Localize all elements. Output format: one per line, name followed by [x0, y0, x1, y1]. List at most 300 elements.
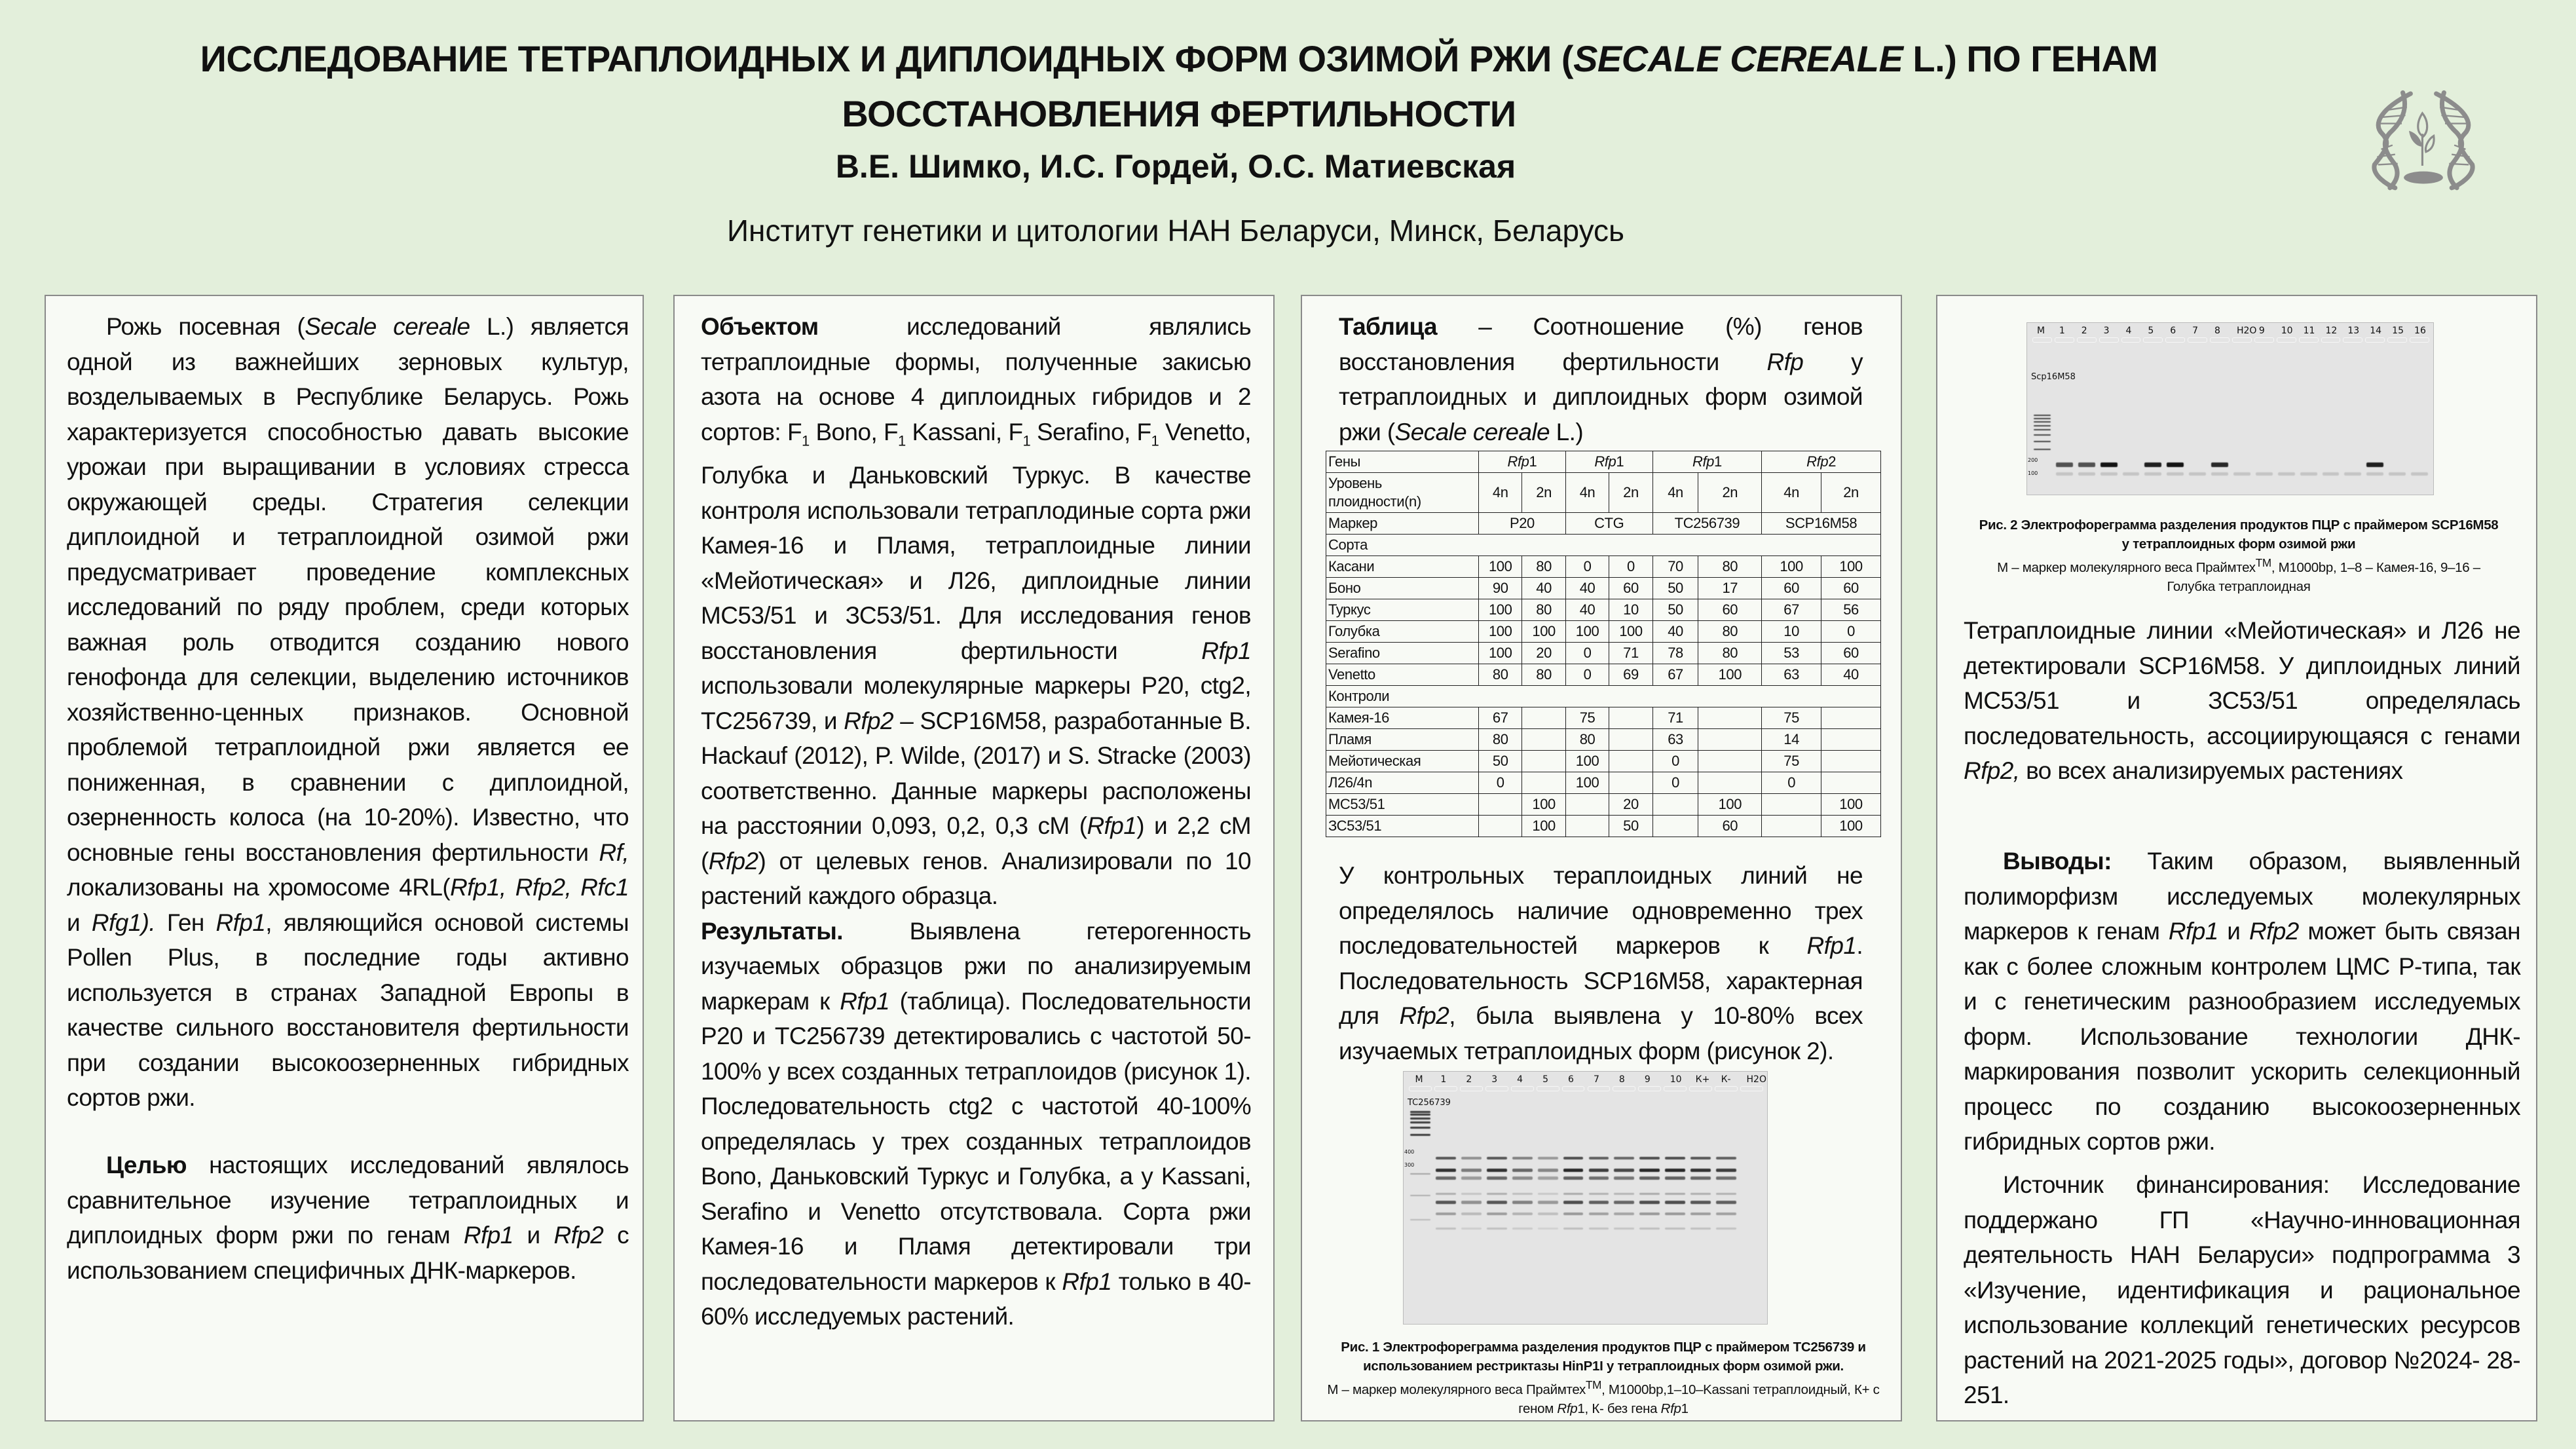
table-cell: 0 [1821, 621, 1881, 643]
gel-lane-label: H2O [2236, 326, 2257, 336]
table-cell [1698, 772, 1762, 794]
gel-band [1461, 1201, 1482, 1204]
gel-band [2144, 462, 2161, 467]
text-run: 1 [1151, 432, 1159, 449]
gel-band [1614, 1201, 1634, 1204]
table-cell: 4n [1762, 473, 1821, 513]
gel-band [2211, 472, 2228, 476]
text-run: , была выявлена у 10-80% всех изучаемых тетраплоидных форм (рисунок 2). [1339, 1002, 1863, 1064]
table-cell: 0 [1652, 772, 1698, 794]
table-cell: 71 [1609, 643, 1652, 664]
gel-band [1461, 1213, 1482, 1215]
gel-well [2321, 337, 2341, 343]
gel-well [1740, 1086, 1763, 1091]
gel-band [1716, 1201, 1736, 1204]
gel-band [1538, 1228, 1558, 1230]
gel-band [1614, 1157, 1634, 1159]
gel-band [1690, 1176, 1711, 1180]
gel-band [2144, 472, 2161, 476]
table-cell: 20 [1609, 794, 1652, 816]
table-cell: 56 [1821, 599, 1881, 621]
table-cell: 100 [1698, 794, 1762, 816]
table-cell [1821, 729, 1881, 751]
gel-band [2034, 434, 2051, 436]
table-cell: 60 [1698, 816, 1762, 837]
text-run: ) от целевых генов. Анализировали по 10 растений каждого образца. [701, 847, 1251, 910]
table-cell: 0 [1565, 556, 1609, 578]
gel-band [1563, 1201, 1584, 1204]
text-run: настоящих исследований являлось сравнительное изучение тетраплоидных и диплоидных форм ржи по генам [67, 1152, 629, 1249]
text-run: L.) является одной из важнейших зерновых культур, возделываемых в Республике Беларусь. Рожь характеризуется способностью давать высокие урожаи при выращивании в условиях стресса окружающей среды. Стратегия селекции диплоидной и тетраплоидной озимой ржи предусматривает проведение комплексных исследований по ряду проблем, среди которых важная роль отводится созданию нового генофонда для селекции, выделению источников хозяйственно-ценных признаков. Основной проблемой тетраплоидной ржи является ее пониженная, в сравнении с диплоидной, озерненность колоса (на 10-20%). Известно, что основные гены восстановления фертильности [67, 313, 629, 866]
gel-well [2210, 337, 2230, 343]
table-cell: CTG [1565, 513, 1652, 535]
table-cell: ЗС53/51 [1326, 816, 1479, 837]
gel-band [1589, 1228, 1609, 1230]
table-cell [1522, 707, 1565, 729]
table-cell: 100 [1821, 794, 1881, 816]
gel-band [1487, 1228, 1507, 1230]
table-cell: 60 [1762, 578, 1821, 599]
table-cell: 80 [1522, 599, 1565, 621]
text-run: только в 40-60% исследуемых растений. [701, 1268, 1251, 1330]
gel-band [1538, 1176, 1558, 1180]
text-run: во всех анализируемых растениях [2019, 757, 2403, 784]
gel-well [1664, 1086, 1687, 1091]
gel-well [1485, 1086, 1508, 1091]
table-cell: 80 [1522, 556, 1565, 578]
table-cell [1479, 816, 1522, 837]
gel-well [1715, 1086, 1738, 1091]
gel-band [1487, 1176, 1507, 1180]
gel-band [1487, 1157, 1507, 1159]
table-cell: Сорта [1326, 535, 1881, 556]
table-cell [1821, 772, 1881, 794]
table-cell [1652, 794, 1698, 816]
table-cell: 2n [1522, 473, 1565, 513]
text-run: Kassani, F [905, 418, 1023, 445]
gel-lane-label: 3 [1491, 1074, 1498, 1085]
text-run: Rfp1 [840, 987, 890, 1015]
gel-band [2078, 462, 2095, 467]
table-row [1326, 451, 1881, 473]
gel-band [1512, 1213, 1533, 1215]
gel-lane-label: 8 [1618, 1074, 1625, 1085]
gel-lane-label: 8 [2214, 326, 2220, 336]
table-cell: 80 [1565, 729, 1609, 751]
gel-lane-label: 2 [2081, 326, 2087, 336]
gel-band [1589, 1193, 1609, 1195]
text-run: может быть связан как с более сложным контролем ЦМС Р-типа, так и с генетическим разнообразием исследуемых форм. Использование технологии ДНК-маркирования позволит ускорить селекционный процесс по созданию высокоозерненных гибридных сортов ржи. [1964, 918, 2520, 1155]
gel-band [1639, 1228, 1660, 1230]
text-run: ) и 2,2 сМ ( [701, 812, 1251, 875]
gel-lane-label: 11 [2303, 326, 2315, 336]
table-cell: 4n [1652, 473, 1698, 513]
text-run: Rfp1 [1806, 932, 1857, 959]
gel-band [1461, 1228, 1482, 1230]
table-row [1326, 578, 1881, 599]
table-cell: 67 [1479, 707, 1522, 729]
text-run: Выводы: [2003, 848, 2112, 875]
gel-lane-label: 6 [1568, 1074, 1574, 1085]
table-cell: 75 [1565, 707, 1609, 729]
gel-well [2143, 337, 2163, 343]
table-cell: 100 [1821, 556, 1881, 578]
table-cell: Боно [1326, 578, 1479, 599]
table-cell: Голубка [1326, 621, 1479, 643]
table-cell: 0 [1479, 772, 1522, 794]
gel-band [1665, 1213, 1685, 1215]
table-cell: SCP16M58 [1762, 513, 1881, 535]
table-cell: 80 [1698, 643, 1762, 664]
text-run: , M1000bp, 1–8 – Камея-16, 9–16 – Голубка тетраплоидная [2167, 559, 2480, 594]
gel-band [1690, 1213, 1711, 1215]
gel-lane-label: К+ [1695, 1074, 1710, 1085]
gel-well [2299, 337, 2319, 343]
table-cell: P20 [1479, 513, 1566, 535]
gel-band [1538, 1169, 1558, 1172]
gel-band [1410, 1219, 1430, 1220]
table-cell [1698, 707, 1762, 729]
gel-band [2323, 472, 2340, 476]
gel-well [1638, 1086, 1661, 1091]
table-cell: 100 [1565, 751, 1609, 772]
gel-band [2034, 441, 2051, 442]
gel-band [1639, 1169, 1660, 1172]
table-cell: 2n [1821, 473, 1881, 513]
gel-band [1614, 1169, 1634, 1172]
gel-band [1538, 1213, 1558, 1215]
gel-band [1665, 1193, 1685, 1195]
table-row [1326, 751, 1881, 772]
table-cell: 63 [1652, 729, 1698, 751]
table-cell: 60 [1821, 643, 1881, 664]
gel-band [1614, 1176, 1634, 1180]
gel-band [1614, 1228, 1634, 1230]
table-cell [1609, 729, 1652, 751]
table-cell: Л26/4n [1326, 772, 1479, 794]
table-cell [1565, 794, 1609, 816]
gel-band [1512, 1157, 1533, 1159]
text-run: TM [2255, 557, 2271, 569]
gel-band [1512, 1176, 1533, 1180]
text-run: – Соотношение (%) генов восстановления фертильности [1339, 313, 1863, 375]
text-run: , M1000bp,1–10–Kassani тетраплоидный, К+ с геном [1518, 1382, 1880, 1416]
gel-band [1690, 1169, 1711, 1172]
gel-well [1562, 1086, 1585, 1091]
gel-band [2256, 472, 2273, 476]
object-text [701, 309, 1251, 914]
gel-band [1461, 1169, 1482, 1172]
goal-text [67, 1148, 629, 1288]
text-run: Rfp1 [2168, 918, 2218, 945]
gel-band [1436, 1228, 1456, 1230]
gel-band [2366, 462, 2383, 467]
gel-lane-label: 1 [1440, 1074, 1447, 1085]
gel-band [1436, 1157, 1456, 1159]
gel-size-label: 300 [1404, 1162, 1415, 1168]
table-cell [1762, 816, 1821, 837]
text-run: Rfp1 [1062, 1268, 1112, 1295]
text-run: Ген [155, 909, 216, 936]
table-cell: 60 [1698, 599, 1762, 621]
gel-band [1563, 1157, 1584, 1159]
methods-block [701, 309, 1251, 1334]
text-run: и [67, 909, 92, 936]
authors: В.Е. Шимко, И.С. Гордей, О.С. Матиевская [835, 148, 1516, 185]
gel-band [1512, 1169, 1533, 1172]
text-run: (таблица). Последовательности P20 и TC256739 детектировались с частотой 50-100% у всех созданных тетраплоидов (рисунок 1). Последовательность ctg2 с частотой 40-100% определялась у трех созданных тетраплоидов Bono, Даньковский Туркус и Голубка, а у Kassani, Serafino и Venetto отсутствовала. Сорта ржи Камея-16 и Пламя детектировали три последовательности маркеров к [701, 987, 1251, 1295]
table-cell: 2n [1698, 473, 1762, 513]
gel-lane-label: 3 [2103, 326, 2110, 336]
text-run: и [2218, 918, 2249, 945]
text-run: Rfp1 [1201, 637, 1251, 664]
table-cell [1698, 751, 1762, 772]
text-run: исследований являлись тетраплоидные формы, полученные закисью азота на основе 4 диплоидных гибридов и 2 сортов: F [701, 313, 1251, 445]
table-cell: 53 [1762, 643, 1821, 664]
text-run: M – маркер молекулярного веса Праймтех [1997, 559, 2256, 575]
figure-2-caption-text [1997, 557, 2480, 594]
text-run: Secale cereale [305, 313, 470, 340]
gel-band [1410, 1114, 1430, 1116]
gel-lane-label: 9 [1644, 1074, 1651, 1085]
table-cell [1479, 794, 1522, 816]
table-cell: 67 [1652, 664, 1698, 686]
table-cell [1522, 751, 1565, 772]
text-run: Таблица [1339, 313, 1438, 340]
text-run: Rfg1). [91, 909, 156, 936]
gel-band [1563, 1176, 1584, 1180]
text-run: Rfp1 [215, 909, 266, 936]
intro-text [67, 309, 629, 1116]
text-run: Rfp [1766, 348, 1804, 375]
table-cell: 100 [1479, 643, 1522, 664]
text-run: Venetto, Голубка и Даньковский Туркус. В качестве контроля использовали тетраплодиные сорта ржи Камея-16 и Пламя, тетраплоидные линии «Мейотическая» и Л26, диплоидные линии МС53/51 и ЗС53/51. Для исследования генов восстановления фертильности [701, 418, 1251, 664]
gel-band [1436, 1176, 1456, 1180]
table-cell: Rfp2 [1762, 451, 1881, 473]
table-cell: 10 [1762, 621, 1821, 643]
text-run: Rfp2 [1399, 1002, 1449, 1029]
table-cell [1821, 751, 1881, 772]
table-cell: 50 [1479, 751, 1522, 772]
affiliation: Институт генетики и цитологии НАН Беларуси, Минск, Беларусь [726, 214, 1625, 248]
text-run: , являющийся основой системы Pollen Plus, в последние годы активно используется в странах Западной Европы в качестве сильного восстановителя фертильности при создании высокоозерненных гибридных сортов ржи. [67, 909, 629, 1111]
table-cell: Rfp1 [1479, 451, 1566, 473]
gel-size-label: 100 [2028, 470, 2038, 476]
table-cell [1565, 816, 1609, 837]
text-run: использовали молекулярные маркеры P20, ctg2, TC256739, и [701, 672, 1251, 734]
text-run: Выявлена гетерогенность изучаемых образцов ржи по анализируемым маркерам к [701, 917, 1251, 1015]
text-run: Целью [106, 1152, 187, 1178]
text-run: Bono, F [809, 418, 898, 445]
gel-band [1436, 1213, 1456, 1215]
gel-lane-label: 6 [2170, 326, 2176, 336]
text-run: Rf, [599, 838, 629, 866]
text-run: Rfp2 [708, 847, 758, 875]
table-cell: 40 [1821, 664, 1881, 686]
text-run: Rfp [1660, 1401, 1681, 1416]
gel-well [1460, 1086, 1483, 1091]
text-run: L.) [1549, 418, 1584, 445]
after-table-text [1339, 858, 1863, 1068]
gel-band [1614, 1213, 1634, 1215]
gel-well [1613, 1086, 1635, 1091]
gel-lane-label: 15 [2392, 326, 2404, 336]
table-cell [1609, 751, 1652, 772]
table-cell: 75 [1762, 707, 1821, 729]
gel-band [2167, 472, 2184, 476]
table-cell: 100 [1522, 621, 1565, 643]
gel-lane-label: 5 [2148, 326, 2154, 336]
gel-band [2100, 462, 2118, 467]
table-cell: Rfp1 [1652, 451, 1761, 473]
table-cell: 20 [1522, 643, 1565, 664]
gel-band [1690, 1157, 1711, 1159]
table-cell: 40 [1652, 621, 1698, 643]
text-run: у тетраплоидных и диплоидных форм озимой ржи ( [1339, 348, 1863, 445]
gel-marker-name: TC256739 [1408, 1098, 1451, 1108]
gel-lane-label: 10 [1670, 1074, 1682, 1085]
table-cell: Маркер [1326, 513, 1479, 535]
text-run: Rfp1 [1087, 812, 1137, 840]
gel-well [2232, 337, 2252, 343]
text-run: – SCP16M58, разработанные B. Hackauf (2012), P. Wilde, (2017) и S. Stracke (2003) соответственно. Данные маркеры расположены на расстоянии 0,093, 0,2, 0,3 сМ ( [701, 707, 1251, 840]
figure-1-caption [1315, 1338, 1892, 1418]
table-title [1339, 309, 1863, 449]
gel-band [1436, 1169, 1456, 1172]
gel-band [1410, 1195, 1430, 1196]
gel-size-label: 400 [1404, 1149, 1415, 1155]
table-cell [1698, 729, 1762, 751]
title-part: L.) ПО ГЕНАМ [1903, 38, 2158, 79]
table-cell: МС53/51 [1326, 794, 1479, 816]
table-row [1326, 643, 1881, 664]
table-row [1326, 686, 1881, 707]
figure-1-caption-title: Рис. 1 Электрофореграмма разделения продуктов ПЦР с праймером TC256739 и использованием рестриктазы HinP1I у тетраплоидных форм озимой ржи. [1341, 1340, 1866, 1374]
title-line-2: ВОССТАНОВЛЕНИЯ ФЕРТИЛЬНОСТИ [842, 93, 1516, 134]
table-cell: 0 [1609, 556, 1652, 578]
gel-band [1690, 1201, 1711, 1204]
table-cell: 80 [1698, 556, 1762, 578]
gel-well [2188, 337, 2207, 343]
text-run: Rfp2, [1964, 757, 2020, 784]
gel-band [2034, 449, 2051, 450]
gel-band [1563, 1228, 1584, 1230]
table-cell: 90 [1479, 578, 1522, 599]
table-cell: 50 [1609, 816, 1652, 837]
gel-band [1639, 1157, 1660, 1159]
gel-image-tc256739 [1403, 1071, 1768, 1325]
gel-well [2121, 337, 2141, 343]
gel-size-label: 200 [2028, 457, 2038, 463]
table-row [1326, 513, 1881, 535]
table-cell: 78 [1652, 643, 1698, 664]
gel-band [2056, 462, 2073, 467]
gel-band [1410, 1118, 1430, 1120]
gel-lane-label: M [1415, 1074, 1423, 1085]
table-cell: 80 [1698, 621, 1762, 643]
table-cell: TC256739 [1652, 513, 1761, 535]
figure-2-caption-title: Рис. 2 Электрофореграмма разделения продуктов ПЦР с праймером SCP16M58 у тетраплоидных форм озимой ржи [1979, 518, 2499, 552]
table-cell: Гены [1326, 451, 1479, 473]
gel-lane-label: 9 [2258, 326, 2265, 336]
title-species: SECALE CEREALE [1573, 38, 1903, 79]
gel-band [1487, 1169, 1507, 1172]
gel-band [1487, 1213, 1507, 1215]
text-run: Рожь посевная ( [106, 313, 305, 340]
table-row [1326, 729, 1881, 751]
gel-band [1665, 1228, 1685, 1230]
gel-band [1410, 1127, 1430, 1129]
text-run: 1 [801, 432, 810, 449]
text-run: 1 [1681, 1401, 1689, 1416]
gel-band [1690, 1193, 1711, 1195]
gel-band [1461, 1157, 1482, 1159]
text-run: Secale cereale [1394, 418, 1550, 445]
gel-band [1665, 1157, 1685, 1159]
gel-well [2277, 337, 2296, 343]
gel-band [1716, 1176, 1736, 1180]
table-cell: 60 [1821, 578, 1881, 599]
gel-band [1665, 1176, 1685, 1180]
table-row [1326, 664, 1881, 686]
table-row [1326, 473, 1881, 513]
gel-band [1614, 1193, 1634, 1195]
table-cell [1609, 707, 1652, 729]
conclusions-text [1964, 844, 2520, 1159]
gel-band [2278, 472, 2295, 476]
gel-band [2123, 472, 2140, 476]
gel-lane-label: 16 [2414, 326, 2426, 336]
text-run: Rfp2 [844, 707, 893, 734]
gel-well [2032, 337, 2052, 343]
table-cell: Serafino [1326, 643, 1479, 664]
table-cell: 100 [1762, 556, 1821, 578]
table-cell: Мейотическая [1326, 751, 1479, 772]
dna-plant-logo-icon [2351, 72, 2495, 216]
table-cell: 17 [1698, 578, 1762, 599]
gel-lane-label: 12 [2325, 326, 2338, 336]
table-cell: 14 [1762, 729, 1821, 751]
gel-band [2211, 462, 2228, 467]
table-cell: 100 [1609, 621, 1652, 643]
gel-band [1716, 1169, 1736, 1172]
figure-1-caption-text [1327, 1379, 1880, 1416]
gel-band [1716, 1213, 1736, 1215]
table-cell: 80 [1522, 664, 1565, 686]
gel-band [1436, 1193, 1456, 1195]
gel-band [2034, 418, 2051, 419]
table-cell: 80 [1479, 664, 1522, 686]
gel-band [1665, 1201, 1685, 1204]
gel-band [1716, 1228, 1736, 1230]
gel-well [2055, 337, 2074, 343]
gel-band [2056, 472, 2073, 476]
gel-band [2233, 472, 2250, 476]
table-cell: 100 [1522, 816, 1565, 837]
table-cell: 100 [1479, 621, 1522, 643]
gel-band [1487, 1193, 1507, 1195]
table-cell [1522, 772, 1565, 794]
gel-band [2411, 472, 2428, 476]
gel-band [1639, 1193, 1660, 1195]
text-run: Таким образом, выявленный полиморфизм исследуемых молекулярных маркеров к генам [1964, 848, 2520, 945]
gel-lane-label: 5 [1542, 1074, 1549, 1085]
gel-lane-label: 7 [1593, 1074, 1599, 1085]
table-cell: 69 [1609, 664, 1652, 686]
table-row [1326, 707, 1881, 729]
gel-band [2344, 472, 2361, 476]
text-run: Serafino, F [1030, 418, 1151, 445]
